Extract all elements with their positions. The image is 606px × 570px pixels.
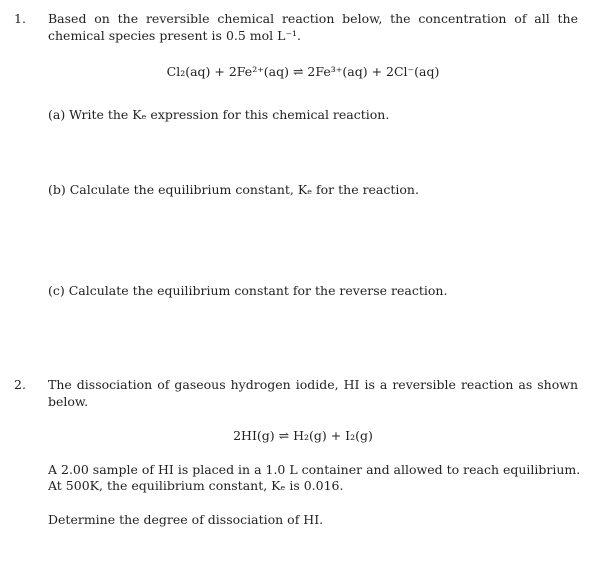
question-2-info-line-2: At 500K, the equilibrium constant, Kₑ is 0.016.: [48, 478, 344, 493]
question-2-task: Determine the degree of dissociation of HI.: [48, 512, 324, 527]
question-2-equation: 2HI(g) ⇌ H₂(g) + I₂(g): [233, 428, 373, 443]
question-1-part-c: (c) Calculate the equilibrium constant for the reverse reaction.: [48, 283, 448, 298]
question-2-number: 2.: [14, 377, 26, 392]
question-2-intro: The dissociation of gaseous hydrogen iodide, HI is a reversible reaction as shown below.: [48, 377, 578, 409]
question-1-intro: Based on the reversible chemical reaction below, the concentration of all the chemical species present is 0.5 mol L⁻¹.: [48, 11, 578, 43]
question-2-info-line-1: A 2.00 sample of HI is placed in a 1.0 L container and allowed to reach equilibrium.: [48, 462, 581, 477]
question-1-part-a: (a) Write the Kₑ expression for this chemical reaction.: [48, 107, 390, 122]
question-2-info: [48, 462, 588, 494]
question-1-equation: Cl₂(aq) + 2Fe²⁺(aq) ⇌ 2Fe³⁺(aq) + 2Cl⁻(aq): [166, 64, 440, 79]
question-1-number: 1.: [14, 11, 26, 26]
question-1-part-b: (b) Calculate the equilibrium constant, Kₑ for the reaction.: [48, 182, 419, 197]
